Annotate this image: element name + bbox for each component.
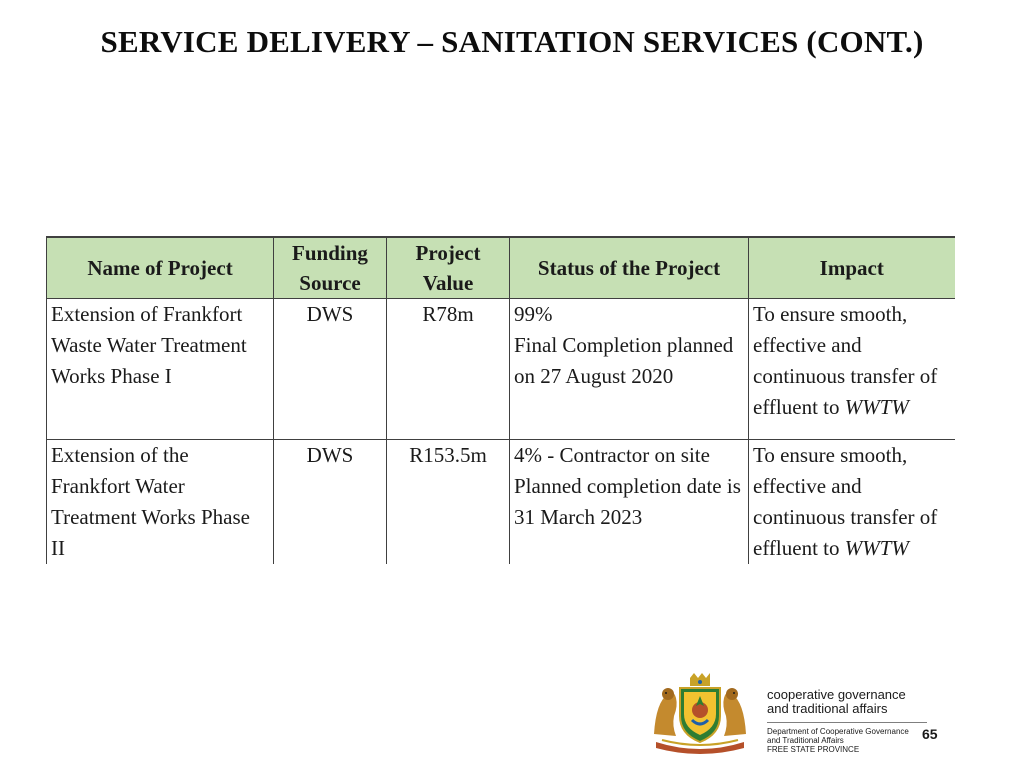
- status-percent: 4% - Contractor on site: [514, 443, 710, 467]
- table-row: [47, 440, 955, 565]
- branding-block: [767, 688, 927, 754]
- status-detail: Final Completion planned on 27 August 2020: [514, 333, 734, 388]
- header-value-line1: Project: [415, 241, 481, 265]
- department-line-2: and Traditional Affairs: [767, 736, 844, 745]
- header-funding-line2: Source: [299, 271, 361, 295]
- slide-title: SERVICE DELIVERY – SANITATION SERVICES (CONT.): [100, 24, 924, 59]
- cell-project-value: R78m: [387, 299, 510, 440]
- status-detail: Planned completion date is 31 March 2023: [514, 474, 741, 529]
- department-line-1: Department of Cooperative Governance: [767, 727, 909, 736]
- header-project-value: [387, 237, 510, 299]
- header-funding-source: [274, 237, 387, 299]
- header-status: Status of the Project: [510, 237, 749, 299]
- cell-funding-source: DWS: [274, 440, 387, 565]
- coat-of-arms-icon: [648, 672, 752, 754]
- header-impact: Impact: [749, 237, 955, 299]
- header-name-of-project: Name of Project: [47, 237, 274, 299]
- impact-text: To ensure smooth, effective and continuous transfer of effluent to: [753, 443, 938, 560]
- impact-text: To ensure smooth, effective and continuous transfer of effluent to: [753, 302, 938, 419]
- header-value-line2: Value: [422, 271, 474, 295]
- cell-project-value: R153.5m: [387, 440, 510, 565]
- header-funding-line1: Funding: [292, 241, 368, 265]
- cell-funding-source: DWS: [274, 299, 387, 440]
- province-label: FREE STATE PROVINCE: [767, 745, 860, 754]
- cell-status: [510, 299, 749, 440]
- status-percent: 99%: [514, 302, 553, 326]
- impact-wwtw: WWTW: [844, 536, 909, 560]
- brand-line-2: and traditional affairs: [767, 701, 888, 716]
- brand-divider: [767, 722, 927, 723]
- cell-impact: [749, 440, 955, 565]
- cell-project-name: Extension of the Frankfort Water Treatment Works Phase II: [47, 440, 274, 565]
- table-header-row: [47, 237, 955, 299]
- projects-table: [46, 236, 955, 564]
- cell-project-name: Extension of Frankfort Waste Water Treatment Works Phase I: [47, 299, 274, 440]
- table-row: [47, 299, 955, 440]
- cell-status: [510, 440, 749, 565]
- cell-impact: [749, 299, 955, 440]
- impact-wwtw: WWTW: [844, 395, 909, 419]
- brand-line-1: cooperative governance: [767, 687, 906, 702]
- page-number: 65: [922, 726, 938, 742]
